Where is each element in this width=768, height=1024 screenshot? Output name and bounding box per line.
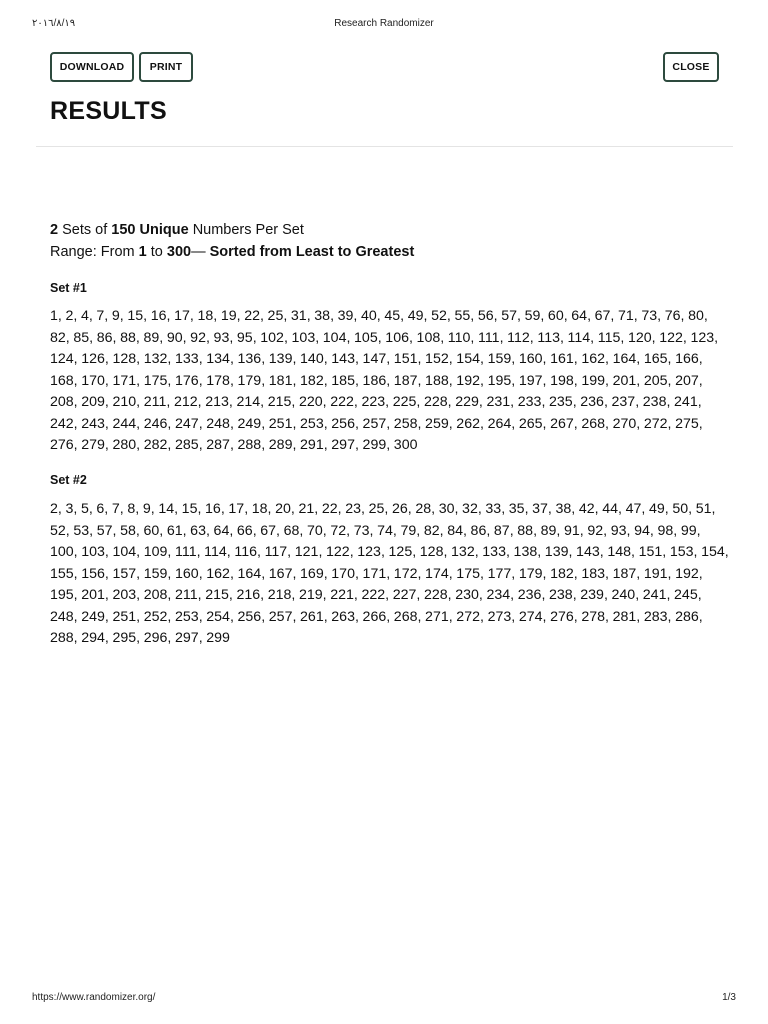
print-date: ٢٠١٦/٨/١٩ <box>32 18 76 29</box>
sets-summary-line <box>50 219 414 241</box>
set-1-numbers: 1, 2, 4, 7, 9, 15, 16, 17, 18, 19, 22, 25, 31, 38, 39, 40, 45, 49, 52, 55, 56, 57, 59, 60, 64, 67, 71, 73, 76, 80, 82, 85, 86, 88, 89, 90, 92, 93, 95, 102, 103, 104, 105, 106, 108, 110, 111, 112, 113, 114, 115, 120, 122, 123, 124, 126, 128, 132, 133, 134, 136, 139, 140, 143, 147, 151, 152, 154, 159, 160, 161, 162, 164, 165, 166, 168, 170, 171, 175, 176, 178, 179, 181, 182, 185, 186, 187, 188, 192, 195, 197, 198, 199, 201, 205, 207, 208, 209, 210, 211, 212, 213, 214, 215, 220, 222, 223, 225, 228, 229, 231, 233, 235, 236, 237, 238, 241, 242, 243, 244, 246, 247, 248, 249, 251, 253, 256, 257, 258, 259, 262, 264, 265, 267, 268, 270, 272, 275, 276, 279, 280, 282, 285, 287, 288, 289, 291, 297, 299, 300 <box>50 308 719 453</box>
results-summary <box>50 219 414 263</box>
set-2-numbers: 2, 3, 5, 6, 7, 8, 9, 14, 15, 16, 17, 18, 20, 21, 22, 23, 25, 26, 28, 30, 32, 33, 35, 37, 38, 42, 44, 47, 49, 50, 51, 52, 53, 57, 58, 60, 61, 63, 64, 66, 67, 68, 70, 72, 73, 74, 79, 82, 84, 86, 87, 88, 89, 91, 92, 93, 94, 98, 99, 100, 103, 104, 109, 111, 114, 116, 117, 121, 122, 123, 125, 128, 132, 133, 138, 139, 143, 148, 151, 153, 154, 155, 156, 157, 159, 160, 162, 164, 167, 169, 170, 171, 172, 174, 175, 177, 179, 182, 183, 187, 191, 192, 195, 201, 203, 208, 211, 215, 216, 218, 219, 221, 222, 227, 228, 230, 234, 236, 238, 239, 240, 241, 245, 248, 249, 251, 252, 253, 254, 256, 257, 261, 263, 266, 268, 271, 272, 273, 274, 276, 278, 281, 283, 286, 288, 294, 295, 296, 297, 299 <box>50 501 729 646</box>
close-button[interactable]: CLOSE <box>663 52 719 82</box>
range-to-word: to <box>150 244 163 260</box>
print-button[interactable]: PRINT <box>139 52 193 82</box>
range-from: 1 <box>138 244 147 260</box>
set-2-heading: Set #2 <box>50 473 87 487</box>
range-prefix: Range: From <box>50 244 135 260</box>
range-summary-line <box>50 241 414 263</box>
results-title: RESULTS <box>50 97 167 125</box>
numbers-per-set-text: Numbers Per Set <box>192 222 304 238</box>
print-page-title: Research Randomizer <box>334 18 434 29</box>
unique-label: Unique <box>139 222 189 238</box>
sort-order-text: Sorted from Least to Greatest <box>209 244 415 260</box>
sets-of-text: Sets of <box>62 222 108 238</box>
download-button[interactable]: DOWNLOAD <box>50 52 134 82</box>
range-dash: — <box>191 244 206 260</box>
range-to: 300 <box>166 244 192 260</box>
set-count: 2 <box>50 222 59 238</box>
numbers-per-set-count: 150 <box>111 222 136 238</box>
print-page-number: 1/3 <box>722 992 736 1003</box>
header-divider <box>36 146 733 147</box>
set-1-heading: Set #1 <box>50 281 87 295</box>
print-url: https://www.randomizer.org/ <box>32 992 156 1003</box>
